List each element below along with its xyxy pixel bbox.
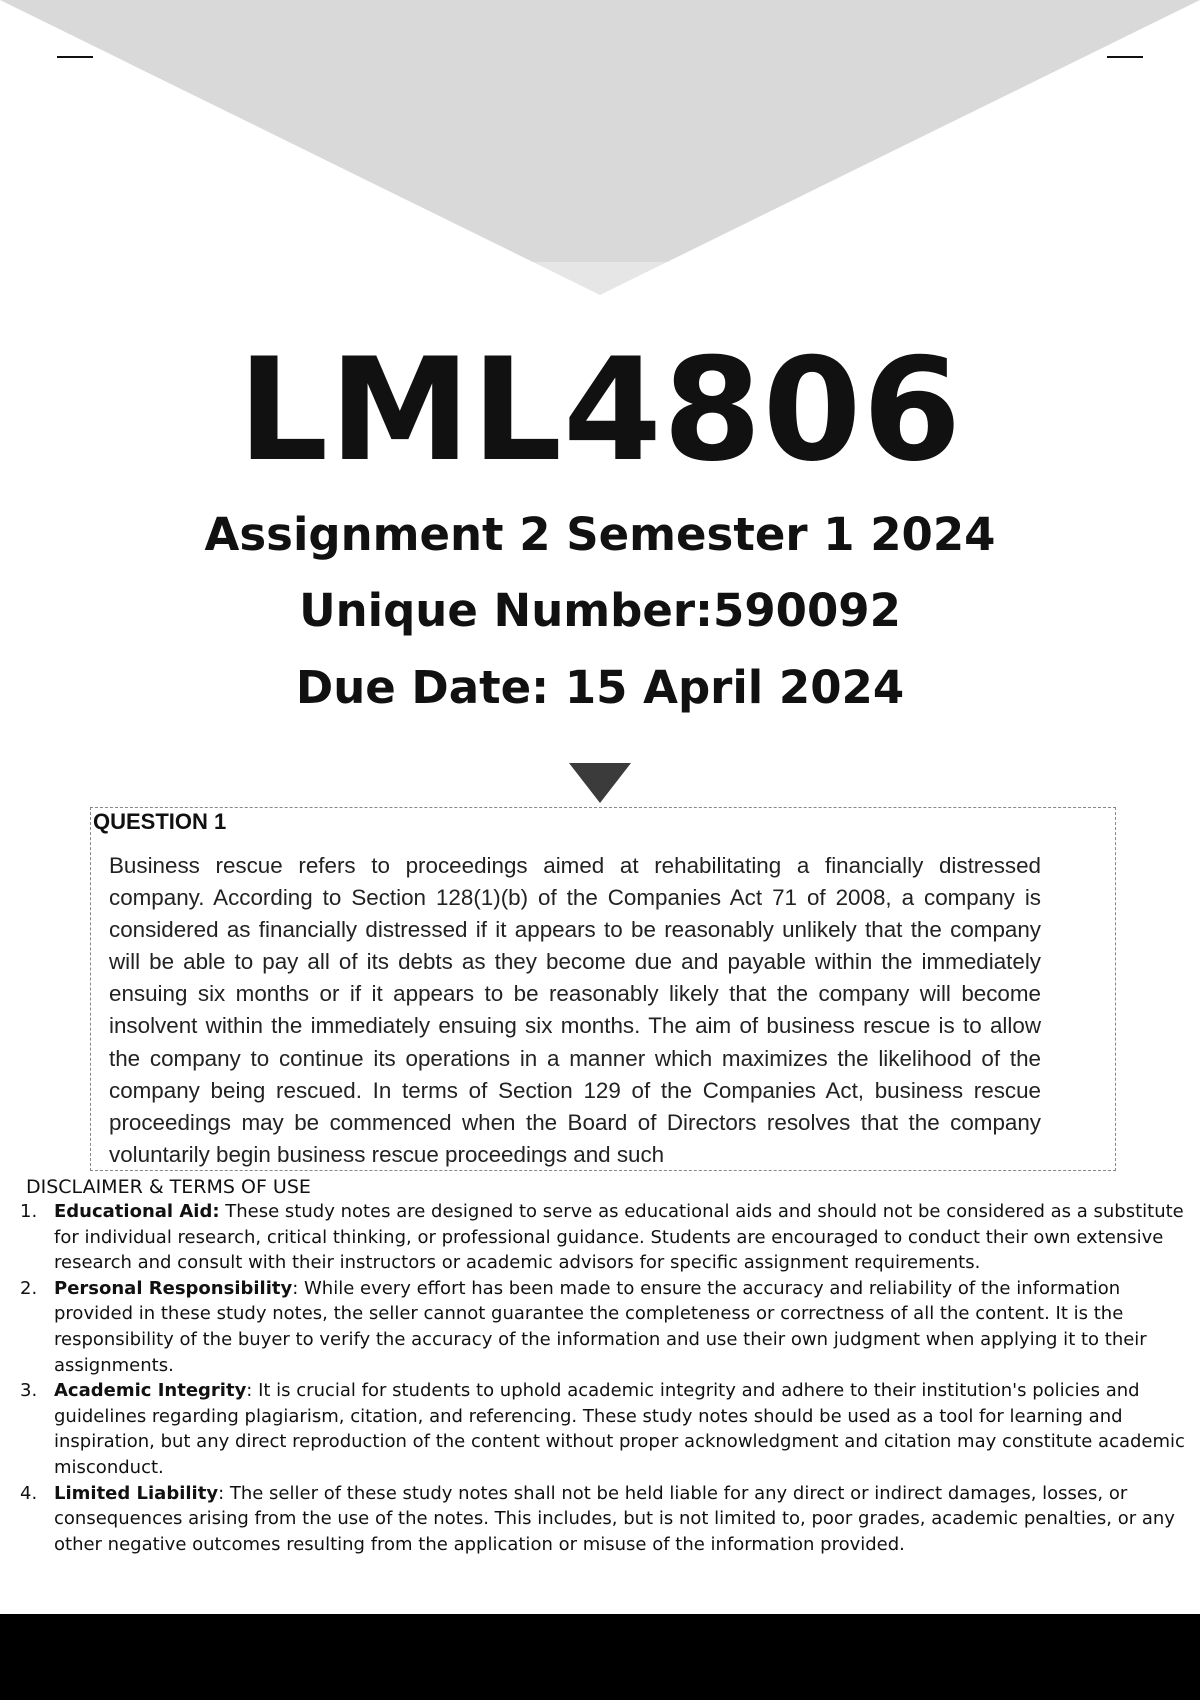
disclaimer-section xyxy=(0,1175,1200,1557)
disclaimer-item xyxy=(0,1378,1200,1480)
item-term: Educational Aid: xyxy=(54,1201,220,1222)
item-number: 3. xyxy=(20,1380,38,1402)
unique-number: Unique Number:590092 xyxy=(299,584,901,637)
item-number: 2. xyxy=(20,1277,38,1299)
corner-mark-left xyxy=(57,56,93,58)
question-preview-box xyxy=(90,807,1116,1171)
item-term: Limited Liability xyxy=(54,1482,219,1504)
disclaimer-item xyxy=(0,1276,1200,1378)
course-code-title: LML4806 xyxy=(237,328,963,493)
disclaimer-heading: DISCLAIMER & TERMS OF USE xyxy=(26,1176,311,1198)
item-number: 1. xyxy=(20,1201,38,1222)
assignment-subtitle: Assignment 2 Semester 1 2024 xyxy=(204,508,996,561)
disclaimer-item xyxy=(0,1481,1200,1558)
item-text: : The seller of these study notes shall not be held liable for any direct or indirect damages, losses, or consequences arising from the use of the notes. This includes, but is not limited to, poor grades, academic penalties, or any other negative outcomes resulting from the application or misuse of the information provided. xyxy=(54,1482,1175,1555)
bottom-black-bar xyxy=(0,1614,1200,1700)
item-text: : While every effort has been made to ensure the accuracy and reliability of the information provided in these study notes, the seller cannot guarantee the completeness or correctness of all the content. It is the responsibility of the buyer to verify the accuracy of the information and use their own judgment when applying it to their assignments. xyxy=(54,1277,1147,1376)
disclaimer-list xyxy=(0,1199,1200,1557)
cover-banner-chevron xyxy=(0,0,1200,300)
item-term: Academic Integrity xyxy=(54,1380,247,1402)
item-term: Personal Responsibility xyxy=(54,1277,293,1299)
item-text: : It is crucial for students to uphold academic integrity and adhere to their institution's policies and guidelines regarding plagiarism, citation, and referencing. These study notes should be used as a tool for learning and inspiration, but any direct reproduction of the content without proper acknowledgment and citation may constitute academic misconduct. xyxy=(54,1380,1185,1478)
item-text: These study notes are designed to serve as educational aids and should not be considered as a substitute for individual research, critical thinking, or professional guidance. Students are encouraged to conduct their own extensive research and consult with their instructors or academic advisors for specific assignment requirements. xyxy=(54,1201,1184,1274)
question-body-text: Business rescue refers to proceedings aimed at rehabilitating a financially distressed company. According to Section 128(1)(b) of the Companies Act 71 of 2008, a company is considered as financially distressed if it appears to be reasonably unlikely that the company will be able to pay all of its debts as they become due and payable within the immediately ensuing six months or if it appears to be reasonably likely that the company will become insolvent within the immediately ensuing six months. The aim of business rescue is to allow the company to continue its operations in a manner which maximizes the likelihood of the company being rescued. In terms of Section 129 of the Companies Act, business rescue proceedings may be commenced when the Board of Directors resolves that the company voluntarily begin business rescue proceedings and such xyxy=(109,853,1041,1167)
down-arrow-icon xyxy=(569,763,631,803)
due-date: Due Date: 15 April 2024 xyxy=(295,661,905,714)
question-title: QUESTION 1 xyxy=(93,809,227,834)
corner-mark-right xyxy=(1107,56,1143,58)
item-number: 4. xyxy=(20,1482,38,1504)
disclaimer-item xyxy=(0,1199,1200,1276)
